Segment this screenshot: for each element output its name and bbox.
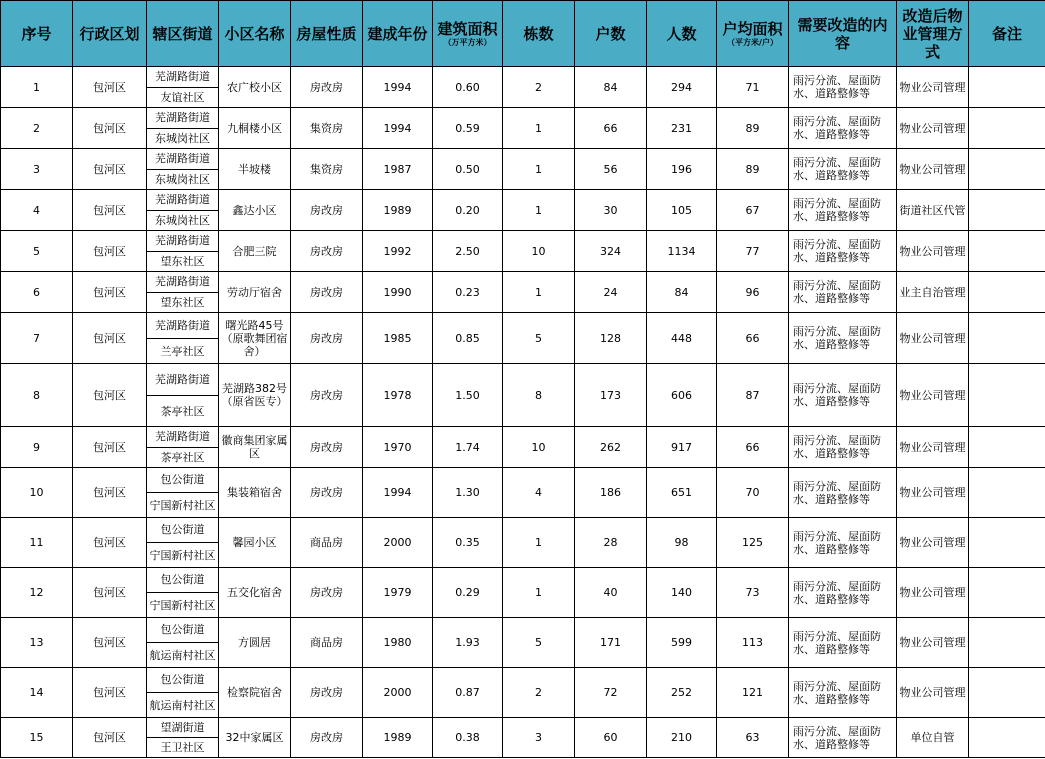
table-header-row <box>1 1 1045 67</box>
cell-name: 32中家属区 <box>219 718 291 758</box>
cell-area: 0.23 <box>433 272 503 313</box>
cell-seq: 2 <box>1 108 73 149</box>
cell-buildings: 10 <box>503 427 575 468</box>
street-name: 芜湖路街道 <box>155 152 210 165</box>
cell-district: 包河区 <box>73 468 147 518</box>
cell-year: 1980 <box>363 618 433 668</box>
community-name: 东城岗社区 <box>147 210 218 231</box>
street-name: 芜湖路街道 <box>155 318 210 332</box>
cell-name: 集装箱宿舍 <box>219 468 291 518</box>
cell-content: 雨污分流、屋面防水、道路整修等 <box>789 313 897 364</box>
cell-households: 66 <box>575 108 647 149</box>
cell-seq: 9 <box>1 427 73 468</box>
cell-district: 包河区 <box>73 313 147 364</box>
community-name: 兰亭社区 <box>147 338 218 364</box>
street-name: 芜湖路街道 <box>155 372 210 386</box>
table-body <box>1 67 1045 758</box>
cell-year: 1989 <box>363 190 433 231</box>
cell-content: 雨污分流、屋面防水、道路整修等 <box>789 718 897 758</box>
cell-content: 雨污分流、屋面防水、道路整修等 <box>789 468 897 518</box>
cell-buildings: 2 <box>503 67 575 108</box>
cell-remark <box>969 427 1045 468</box>
cell-buildings: 1 <box>503 108 575 149</box>
community-name: 宁国新村社区 <box>147 492 218 518</box>
header-avg-area-label: 户均面积 <box>722 19 783 38</box>
cell-street <box>147 668 219 718</box>
cell-district: 包河区 <box>73 618 147 668</box>
cell-buildings: 1 <box>503 149 575 190</box>
header-area-unit: （万平方米） <box>443 37 492 47</box>
cell-district: 包河区 <box>73 272 147 313</box>
cell-buildings: 1 <box>503 190 575 231</box>
cell-seq: 12 <box>1 568 73 618</box>
cell-content: 雨污分流、屋面防水、道路整修等 <box>789 364 897 427</box>
cell-people: 606 <box>647 364 717 427</box>
header-avg-area <box>717 1 789 67</box>
cell-avg-area: 121 <box>717 668 789 718</box>
cell-seq: 10 <box>1 468 73 518</box>
cell-street <box>147 272 219 313</box>
cell-house-type: 房改房 <box>291 272 363 313</box>
cell-avg-area: 125 <box>717 518 789 568</box>
community-name: 友谊社区 <box>147 87 218 108</box>
community-name: 宁国新村社区 <box>147 592 218 618</box>
cell-area: 1.50 <box>433 364 503 427</box>
cell-content: 雨污分流、屋面防水、道路整修等 <box>789 668 897 718</box>
cell-street <box>147 518 219 568</box>
cell-avg-area: 73 <box>717 568 789 618</box>
cell-seq: 5 <box>1 231 73 272</box>
cell-management: 物业公司管理 <box>897 518 969 568</box>
cell-buildings: 10 <box>503 231 575 272</box>
cell-people: 98 <box>647 518 717 568</box>
cell-district: 包河区 <box>73 568 147 618</box>
cell-street <box>147 313 219 364</box>
cell-house-type: 房改房 <box>291 468 363 518</box>
cell-buildings: 1 <box>503 568 575 618</box>
cell-name: 九桐楼小区 <box>219 108 291 149</box>
community-name: 东城岗社区 <box>147 128 218 149</box>
cell-district: 包河区 <box>73 427 147 468</box>
cell-area: 0.20 <box>433 190 503 231</box>
cell-avg-area: 70 <box>717 468 789 518</box>
cell-district: 包河区 <box>73 108 147 149</box>
cell-people: 105 <box>647 190 717 231</box>
community-name: 宁国新村社区 <box>147 542 218 568</box>
cell-name: 芜湖路382号（原省医专） <box>219 364 291 427</box>
cell-people: 448 <box>647 313 717 364</box>
cell-year: 1992 <box>363 231 433 272</box>
cell-people: 140 <box>647 568 717 618</box>
cell-house-type: 集资房 <box>291 108 363 149</box>
street-name: 望湖街道 <box>160 720 205 734</box>
header-house-type: 房屋性质 <box>291 1 363 67</box>
cell-content: 雨污分流、屋面防水、道路整修等 <box>789 108 897 149</box>
cell-people: 231 <box>647 108 717 149</box>
cell-house-type: 商品房 <box>291 618 363 668</box>
cell-households: 30 <box>575 190 647 231</box>
cell-area: 0.59 <box>433 108 503 149</box>
cell-management: 物业公司管理 <box>897 468 969 518</box>
cell-name: 鑫达小区 <box>219 190 291 231</box>
cell-year: 1970 <box>363 427 433 468</box>
cell-remark <box>969 313 1045 364</box>
cell-house-type: 房改房 <box>291 313 363 364</box>
cell-households: 40 <box>575 568 647 618</box>
community-name: 望东社区 <box>147 292 218 313</box>
cell-seq: 11 <box>1 518 73 568</box>
table-row <box>1 364 1045 427</box>
street-name: 芜湖路街道 <box>155 430 210 443</box>
cell-buildings: 1 <box>503 272 575 313</box>
cell-area: 0.60 <box>433 67 503 108</box>
table-row <box>1 468 1045 518</box>
cell-households: 262 <box>575 427 647 468</box>
cell-name: 农广校小区 <box>219 67 291 108</box>
cell-area: 2.50 <box>433 231 503 272</box>
cell-district: 包河区 <box>73 518 147 568</box>
cell-avg-area: 63 <box>717 718 789 758</box>
header-people: 人数 <box>647 1 717 67</box>
cell-seq: 3 <box>1 149 73 190</box>
cell-people: 917 <box>647 427 717 468</box>
cell-households: 128 <box>575 313 647 364</box>
cell-year: 1979 <box>363 568 433 618</box>
cell-remark <box>969 190 1045 231</box>
cell-households: 173 <box>575 364 647 427</box>
header-area <box>433 1 503 67</box>
cell-house-type: 集资房 <box>291 149 363 190</box>
cell-households: 60 <box>575 718 647 758</box>
cell-district: 包河区 <box>73 231 147 272</box>
cell-management: 物业公司管理 <box>897 149 969 190</box>
street-name: 芜湖路街道 <box>155 234 210 247</box>
cell-street <box>147 364 219 427</box>
cell-area: 0.38 <box>433 718 503 758</box>
cell-people: 84 <box>647 272 717 313</box>
cell-remark <box>969 668 1045 718</box>
community-name: 王卫社区 <box>147 737 218 758</box>
cell-management: 物业公司管理 <box>897 427 969 468</box>
cell-district: 包河区 <box>73 364 147 427</box>
cell-people: 1134 <box>647 231 717 272</box>
street-name: 包公街道 <box>160 673 205 687</box>
cell-year: 1990 <box>363 272 433 313</box>
header-content: 需要改造的内容 <box>789 1 897 67</box>
table-row <box>1 668 1045 718</box>
cell-house-type: 房改房 <box>291 190 363 231</box>
cell-households: 84 <box>575 67 647 108</box>
header-community: 小区名称 <box>219 1 291 67</box>
table-row <box>1 108 1045 149</box>
table-row <box>1 67 1045 108</box>
cell-street <box>147 427 219 468</box>
cell-content: 雨污分流、屋面防水、道路整修等 <box>789 149 897 190</box>
street-name: 包公街道 <box>160 523 205 537</box>
table-row <box>1 190 1045 231</box>
cell-street <box>147 568 219 618</box>
cell-avg-area: 87 <box>717 364 789 427</box>
cell-house-type: 房改房 <box>291 364 363 427</box>
cell-street <box>147 618 219 668</box>
cell-street <box>147 718 219 758</box>
cell-management: 物业公司管理 <box>897 231 969 272</box>
cell-district: 包河区 <box>73 718 147 758</box>
street-name: 包公街道 <box>160 623 205 637</box>
cell-area: 0.87 <box>433 668 503 718</box>
table-row <box>1 272 1045 313</box>
cell-content: 雨污分流、屋面防水、道路整修等 <box>789 618 897 668</box>
cell-name: 馨园小区 <box>219 518 291 568</box>
cell-name: 五交化宿舍 <box>219 568 291 618</box>
cell-remark <box>969 231 1045 272</box>
header-households: 户数 <box>575 1 647 67</box>
cell-seq: 13 <box>1 618 73 668</box>
cell-content: 雨污分流、屋面防水、道路整修等 <box>789 568 897 618</box>
cell-remark <box>969 67 1045 108</box>
cell-remark <box>969 518 1045 568</box>
cell-street <box>147 67 219 108</box>
cell-households: 28 <box>575 518 647 568</box>
cell-year: 1989 <box>363 718 433 758</box>
cell-street <box>147 231 219 272</box>
cell-content: 雨污分流、屋面防水、道路整修等 <box>789 67 897 108</box>
table-row <box>1 149 1045 190</box>
community-name: 茶亭社区 <box>147 395 218 427</box>
cell-buildings: 1 <box>503 518 575 568</box>
cell-area: 0.35 <box>433 518 503 568</box>
cell-people: 196 <box>647 149 717 190</box>
cell-year: 1994 <box>363 67 433 108</box>
cell-households: 171 <box>575 618 647 668</box>
cell-name: 检察院宿舍 <box>219 668 291 718</box>
cell-year: 1994 <box>363 468 433 518</box>
cell-avg-area: 77 <box>717 231 789 272</box>
cell-remark <box>969 568 1045 618</box>
cell-people: 294 <box>647 67 717 108</box>
header-year: 建成年份 <box>363 1 433 67</box>
community-name: 东城岗社区 <box>147 169 218 190</box>
header-remark: 备注 <box>969 1 1045 67</box>
cell-avg-area: 67 <box>717 190 789 231</box>
cell-buildings: 5 <box>503 313 575 364</box>
cell-year: 1994 <box>363 108 433 149</box>
header-district: 行政区划 <box>73 1 147 67</box>
cell-avg-area: 66 <box>717 313 789 364</box>
cell-street <box>147 190 219 231</box>
cell-district: 包河区 <box>73 190 147 231</box>
community-name: 航运南村社区 <box>147 692 218 718</box>
cell-seq: 14 <box>1 668 73 718</box>
cell-management: 物业公司管理 <box>897 313 969 364</box>
cell-management: 物业公司管理 <box>897 568 969 618</box>
cell-remark <box>969 149 1045 190</box>
table-row <box>1 231 1045 272</box>
cell-street <box>147 468 219 518</box>
cell-management: 物业公司管理 <box>897 668 969 718</box>
cell-avg-area: 66 <box>717 427 789 468</box>
cell-avg-area: 113 <box>717 618 789 668</box>
cell-avg-area: 71 <box>717 67 789 108</box>
cell-seq: 4 <box>1 190 73 231</box>
community-name: 茶亭社区 <box>147 447 218 468</box>
street-name: 包公街道 <box>160 573 205 587</box>
cell-remark <box>969 272 1045 313</box>
cell-management: 物业公司管理 <box>897 67 969 108</box>
cell-management: 业主自治管理 <box>897 272 969 313</box>
cell-buildings: 2 <box>503 668 575 718</box>
cell-buildings: 8 <box>503 364 575 427</box>
cell-avg-area: 89 <box>717 149 789 190</box>
cell-name: 曙光路45号（原歌舞团宿舍） <box>219 313 291 364</box>
cell-house-type: 房改房 <box>291 231 363 272</box>
cell-area: 1.30 <box>433 468 503 518</box>
cell-remark <box>969 108 1045 149</box>
community-name: 望东社区 <box>147 251 218 272</box>
cell-avg-area: 96 <box>717 272 789 313</box>
cell-district: 包河区 <box>73 149 147 190</box>
cell-year: 1985 <box>363 313 433 364</box>
cell-people: 599 <box>647 618 717 668</box>
cell-households: 324 <box>575 231 647 272</box>
cell-seq: 1 <box>1 67 73 108</box>
table-row <box>1 568 1045 618</box>
cell-content: 雨污分流、屋面防水、道路整修等 <box>789 231 897 272</box>
street-name: 芜湖路街道 <box>155 275 210 288</box>
cell-avg-area: 89 <box>717 108 789 149</box>
cell-seq: 8 <box>1 364 73 427</box>
cell-district: 包河区 <box>73 668 147 718</box>
cell-name: 方圆居 <box>219 618 291 668</box>
cell-name: 半坡楼 <box>219 149 291 190</box>
cell-house-type: 房改房 <box>291 427 363 468</box>
cell-area: 0.50 <box>433 149 503 190</box>
cell-area: 1.74 <box>433 427 503 468</box>
cell-district: 包河区 <box>73 67 147 108</box>
header-seq: 序号 <box>1 1 73 67</box>
street-name: 芜湖路街道 <box>155 111 210 124</box>
table-row <box>1 313 1045 364</box>
cell-buildings: 5 <box>503 618 575 668</box>
cell-house-type: 房改房 <box>291 67 363 108</box>
cell-households: 186 <box>575 468 647 518</box>
cell-name: 合肥三院 <box>219 231 291 272</box>
header-avg-area-unit: （平方米/户） <box>727 37 778 47</box>
cell-area: 0.29 <box>433 568 503 618</box>
header-street: 辖区街道 <box>147 1 219 67</box>
cell-remark <box>969 618 1045 668</box>
cell-remark <box>969 718 1045 758</box>
cell-house-type: 商品房 <box>291 518 363 568</box>
table-row <box>1 618 1045 668</box>
cell-content: 雨污分流、屋面防水、道路整修等 <box>789 272 897 313</box>
cell-house-type: 房改房 <box>291 668 363 718</box>
table-row <box>1 518 1045 568</box>
cell-name: 劳动厅宿舍 <box>219 272 291 313</box>
street-name: 芜湖路街道 <box>155 70 210 83</box>
cell-management: 单位自管 <box>897 718 969 758</box>
cell-households: 72 <box>575 668 647 718</box>
cell-street <box>147 108 219 149</box>
table-row <box>1 718 1045 758</box>
cell-management: 物业公司管理 <box>897 108 969 149</box>
cell-buildings: 3 <box>503 718 575 758</box>
street-name: 芜湖路街道 <box>155 193 210 206</box>
cell-year: 1987 <box>363 149 433 190</box>
street-name: 包公街道 <box>160 473 205 487</box>
cell-name: 徽商集团家属区 <box>219 427 291 468</box>
cell-seq: 15 <box>1 718 73 758</box>
cell-management: 物业公司管理 <box>897 618 969 668</box>
cell-content: 雨污分流、屋面防水、道路整修等 <box>789 518 897 568</box>
cell-seq: 7 <box>1 313 73 364</box>
cell-area: 0.85 <box>433 313 503 364</box>
cell-content: 雨污分流、屋面防水、道路整修等 <box>789 190 897 231</box>
cell-content: 雨污分流、屋面防水、道路整修等 <box>789 427 897 468</box>
cell-management: 物业公司管理 <box>897 364 969 427</box>
cell-management: 街道社区代管 <box>897 190 969 231</box>
header-area-label: 建筑面积 <box>437 19 498 38</box>
cell-buildings: 4 <box>503 468 575 518</box>
cell-street <box>147 149 219 190</box>
cell-house-type: 房改房 <box>291 568 363 618</box>
cell-area: 1.93 <box>433 618 503 668</box>
cell-year: 2000 <box>363 518 433 568</box>
cell-remark <box>969 364 1045 427</box>
cell-year: 2000 <box>363 668 433 718</box>
cell-remark <box>969 468 1045 518</box>
header-buildings: 栋数 <box>503 1 575 67</box>
cell-people: 210 <box>647 718 717 758</box>
cell-people: 651 <box>647 468 717 518</box>
cell-house-type: 房改房 <box>291 718 363 758</box>
header-management: 改造后物业管理方式 <box>897 1 969 67</box>
cell-seq: 6 <box>1 272 73 313</box>
cell-households: 56 <box>575 149 647 190</box>
community-name: 航运南村社区 <box>147 642 218 668</box>
cell-households: 24 <box>575 272 647 313</box>
cell-people: 252 <box>647 668 717 718</box>
cell-year: 1978 <box>363 364 433 427</box>
table-row <box>1 427 1045 468</box>
